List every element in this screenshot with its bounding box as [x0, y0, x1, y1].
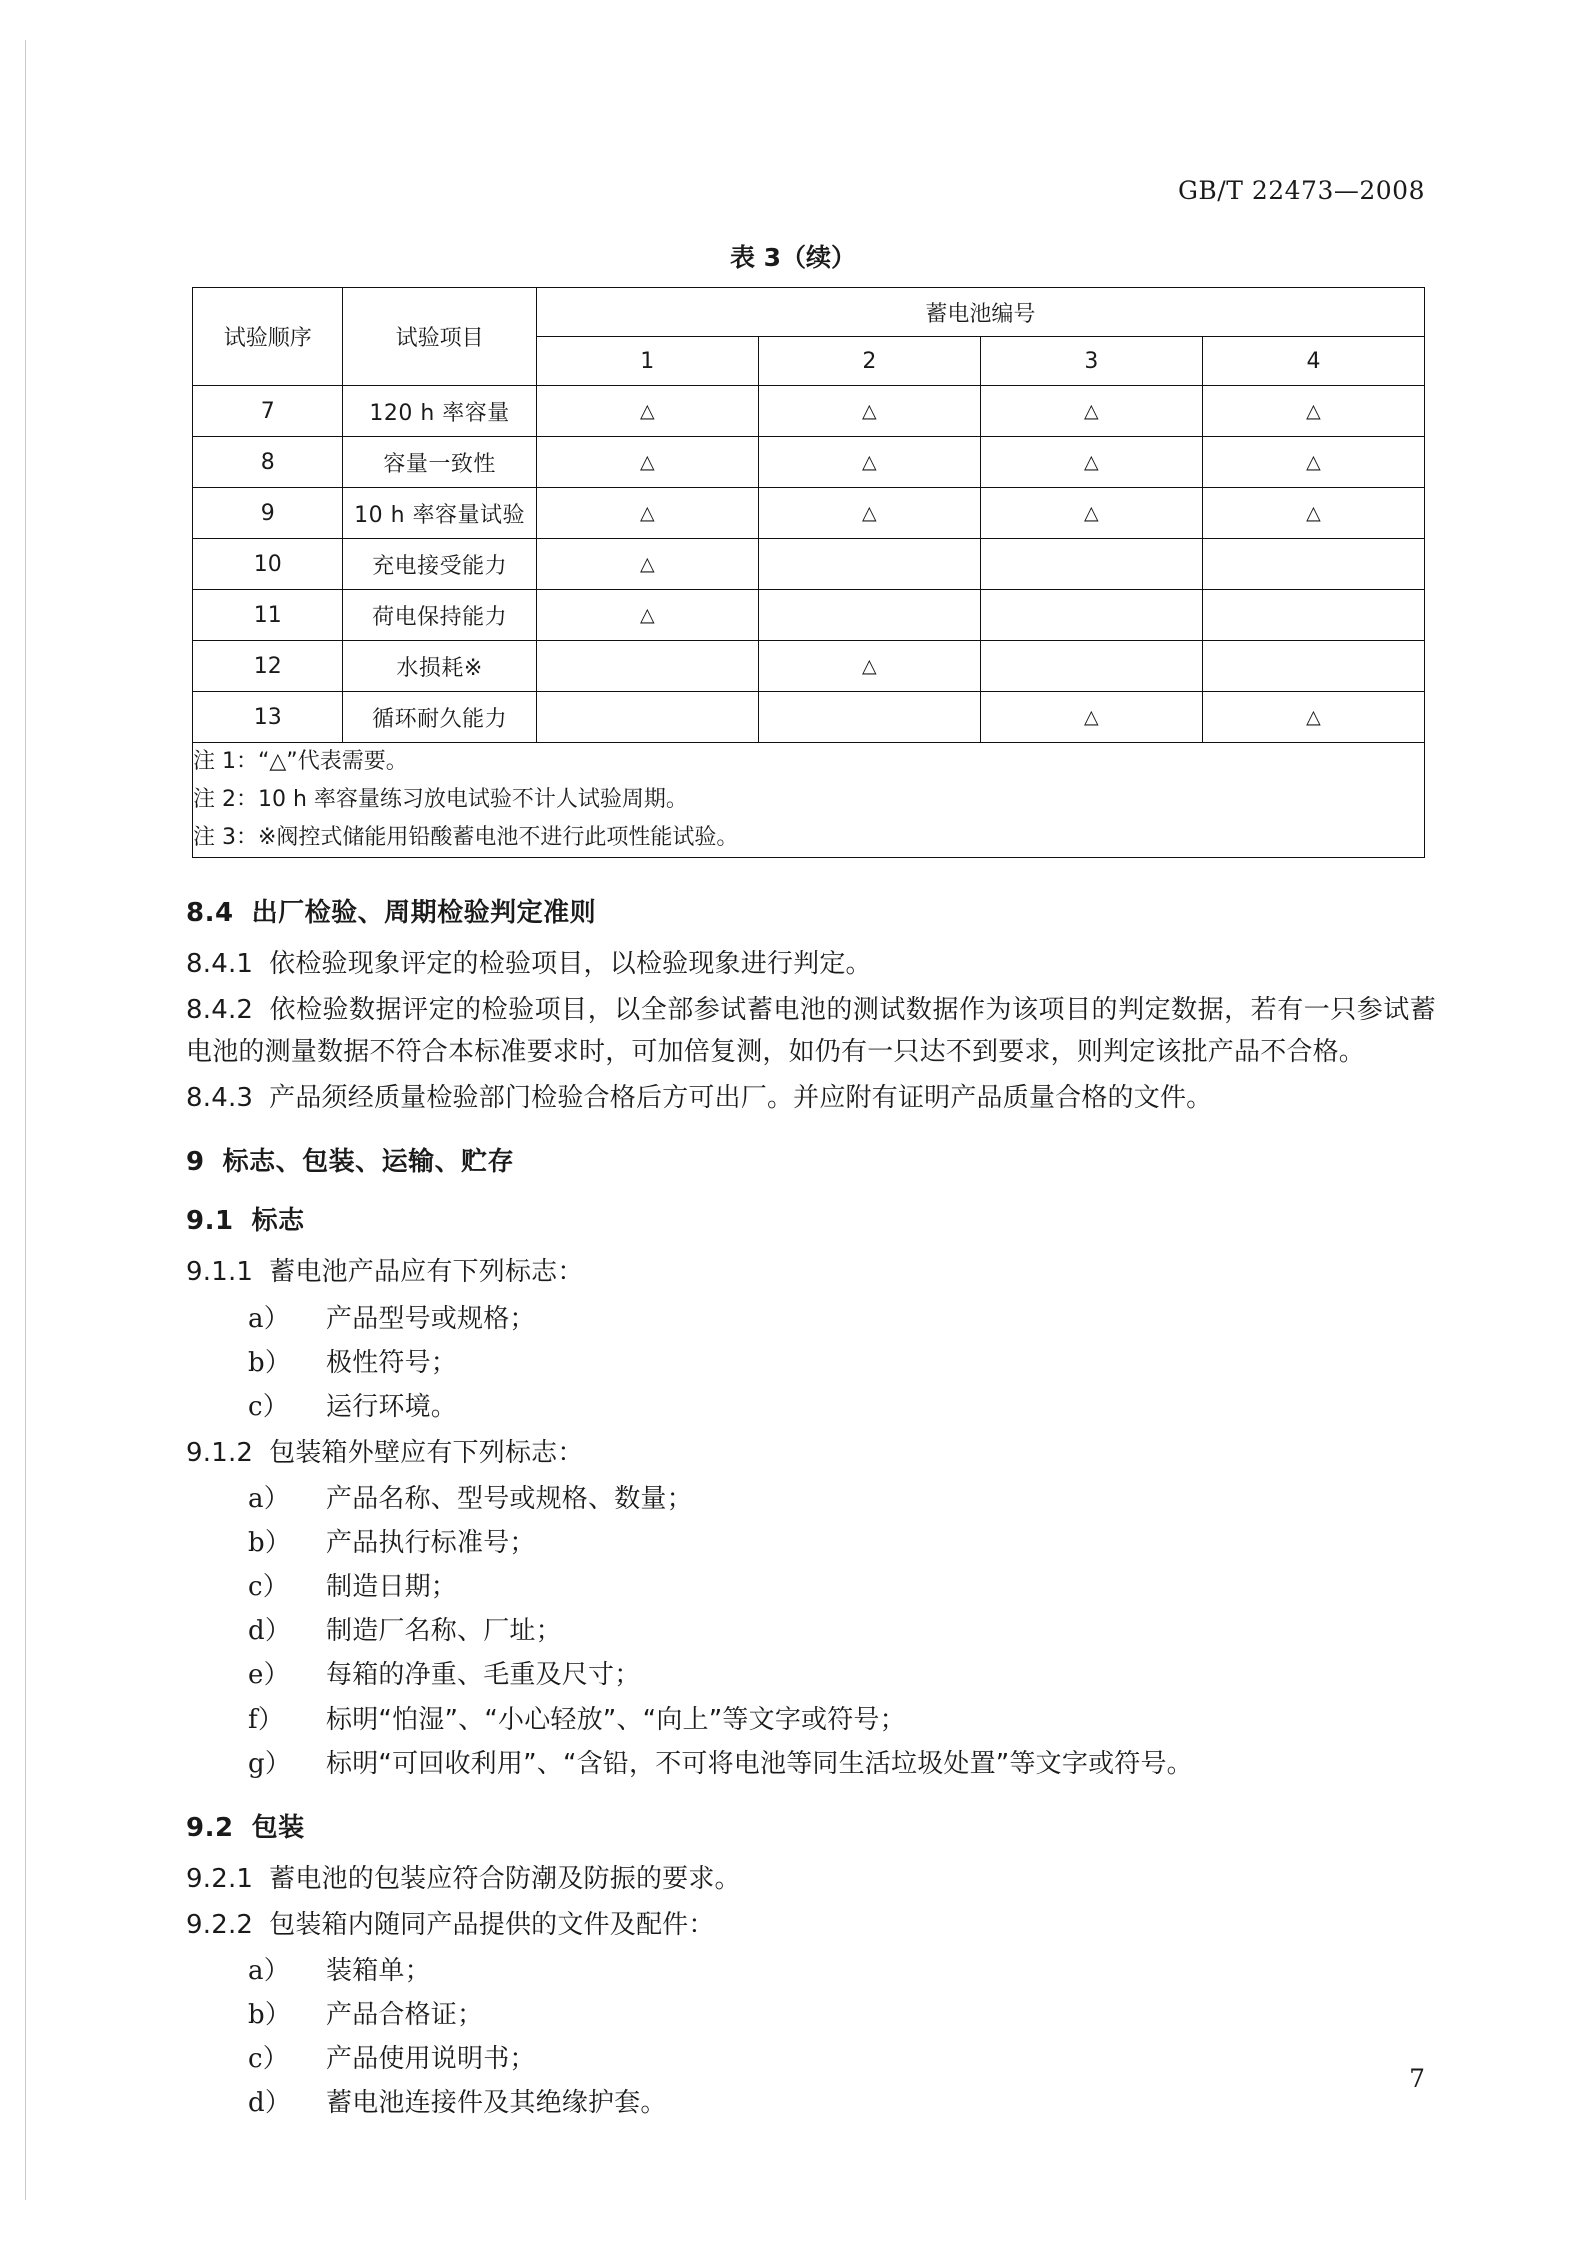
- list-item-label: e）: [248, 1660, 290, 1691]
- table-notes: [193, 743, 1425, 858]
- cell-test-item: 循环耐久能力: [343, 692, 536, 743]
- cell-mark-required: △: [758, 488, 980, 539]
- page-number: 7: [1409, 2064, 1425, 2093]
- list-item-text: 蓄电池连接件及其绝缘护套。: [326, 2088, 667, 2119]
- list-item-text: 产品名称、型号或规格、数量；: [326, 1483, 693, 1514]
- cell-mark-empty: [536, 641, 758, 692]
- clause-9-2-1-number: 9.2.1: [186, 1863, 254, 1894]
- document-body: [186, 886, 1436, 2126]
- clause-9-2-2-text: 包装箱内随同产品提供的文件及配件：: [269, 1909, 715, 1940]
- list-item-label: a）: [248, 1955, 290, 1986]
- clause-9-2-1-text: 蓄电池的包装应符合防潮及防振的要求。: [269, 1863, 741, 1894]
- list-item-label: a）: [248, 1483, 290, 1514]
- cell-mark-empty: [758, 692, 980, 743]
- list-item-label: c）: [248, 2044, 289, 2075]
- list-item-label: b）: [248, 1528, 292, 1559]
- list-item-label: d）: [248, 1616, 292, 1647]
- clause-9-1-2: [186, 1432, 1436, 1474]
- cell-test-order: 10: [193, 539, 343, 590]
- cell-mark-required: △: [758, 437, 980, 488]
- heading-8-4-number: 8.4: [186, 898, 234, 928]
- list-item-text: 标明“怕湿”、“小心轻放”、“向上”等文字或符号；: [326, 1704, 906, 1735]
- clause-8-4-2-number: 8.4.2: [186, 995, 254, 1026]
- list-item-text: 标明“可回收利用”、“含铅，不可将电池等同生活垃圾处置”等文字或符号。: [326, 1748, 1193, 1779]
- table-row: [193, 590, 1425, 641]
- column-header-battery-3: 3: [980, 337, 1202, 386]
- heading-9-1-number: 9.1: [186, 1206, 234, 1237]
- cell-mark-required: △: [980, 488, 1202, 539]
- clause-8-4-1: [186, 943, 1436, 985]
- clause-8-4-1-text: 依检验现象评定的检验项目，以检验现象进行判定。: [269, 949, 872, 979]
- cell-mark-empty: [1202, 590, 1424, 641]
- clause-9-2-1: [186, 1858, 1436, 1900]
- list-9-1-2: [186, 1478, 1436, 1785]
- heading-9: [186, 1141, 1436, 1178]
- list-item: [186, 1699, 1436, 1741]
- scan-edge-artifact: [25, 40, 26, 2200]
- list-item-text: 制造日期；: [326, 1572, 458, 1603]
- cell-test-item: 容量一致性: [343, 437, 536, 488]
- table-note-3: 注 3：※阀控式储能用铅酸蓄电池不进行此项性能试验。: [193, 825, 739, 850]
- list-item-text: 产品执行标准号；: [326, 1528, 536, 1559]
- cell-test-item: 10 h 率容量试验: [343, 488, 536, 539]
- cell-test-order: 12: [193, 641, 343, 692]
- table-row: [193, 539, 1425, 590]
- list-item-text: 每箱的净重、毛重及尺寸；: [326, 1660, 641, 1691]
- list-item: [186, 1478, 1436, 1520]
- table-body: [193, 386, 1425, 858]
- table-header-row-1: [193, 288, 1425, 337]
- heading-9-2-title: 包装: [251, 1812, 305, 1843]
- list-item-label: d）: [248, 2088, 292, 2119]
- cell-mark-empty: [980, 641, 1202, 692]
- list-item: [186, 1654, 1436, 1696]
- table-row: [193, 386, 1425, 437]
- clause-8-4-3: [186, 1077, 1436, 1119]
- heading-8-4: [186, 892, 1436, 929]
- column-header-battery-2: 2: [758, 337, 980, 386]
- list-item: [186, 1342, 1436, 1384]
- list-item: [186, 1566, 1436, 1608]
- list-item-label: b）: [248, 1347, 292, 1378]
- table-row: [193, 692, 1425, 743]
- list-item: [186, 2082, 1436, 2124]
- heading-9-2-number: 9.2: [186, 1812, 234, 1843]
- table-row: [193, 641, 1425, 692]
- list-9-2-2: [186, 1950, 1436, 2124]
- column-header-test-order: 试验顺序: [193, 288, 343, 386]
- cell-test-order: 11: [193, 590, 343, 641]
- list-item: [186, 1298, 1436, 1340]
- cell-test-item: 充电接受能力: [343, 539, 536, 590]
- cell-test-order: 13: [193, 692, 343, 743]
- list-item: [186, 1950, 1436, 1992]
- list-item-text: 极性符号；: [326, 1347, 458, 1378]
- list-item-text: 产品使用说明书；: [326, 2044, 536, 2075]
- list-item-text: 产品型号或规格；: [326, 1303, 536, 1334]
- standard-number-header: GB/T 22473—2008: [1177, 176, 1425, 205]
- heading-9-2: [186, 1807, 1436, 1844]
- cell-mark-required: △: [1202, 437, 1424, 488]
- cell-mark-empty: [758, 539, 980, 590]
- table-row: [193, 488, 1425, 539]
- clause-8-4-1-number: 8.4.1: [186, 949, 254, 979]
- table-note-2: 注 2：10 h 率容量练习放电试验不计人试验周期。: [193, 787, 688, 812]
- clause-8-4-3-number: 8.4.3: [186, 1083, 254, 1114]
- heading-9-1: [186, 1200, 1436, 1237]
- cell-test-item: 荷电保持能力: [343, 590, 536, 641]
- test-sequence-table: [192, 287, 1425, 858]
- column-header-battery-4: 4: [1202, 337, 1424, 386]
- list-item-label: a）: [248, 1303, 290, 1334]
- clause-8-4-3-text: 产品须经质量检验部门检验合格后方可出厂。并应附有证明产品质量合格的文件。: [269, 1083, 1213, 1114]
- cell-mark-required: △: [1202, 488, 1424, 539]
- clause-9-1-1-text: 蓄电池产品应有下列标志：: [269, 1257, 584, 1288]
- table-head: [193, 288, 1425, 386]
- cell-mark-required: △: [1202, 692, 1424, 743]
- cell-mark-empty: [758, 590, 980, 641]
- heading-8-4-title: 出厂检验、周期检验判定准则: [251, 898, 597, 928]
- cell-mark-empty: [1202, 539, 1424, 590]
- list-9-1-1: [186, 1298, 1436, 1428]
- table-caption: 表 3（续）: [729, 243, 857, 272]
- column-header-battery-group: 蓄电池编号: [536, 288, 1424, 337]
- cell-test-item: 120 h 率容量: [343, 386, 536, 437]
- clause-9-1-1: [186, 1251, 1436, 1293]
- list-item: [186, 1386, 1436, 1428]
- cell-mark-required: △: [980, 692, 1202, 743]
- list-item: [186, 1994, 1436, 2036]
- table-row: [193, 437, 1425, 488]
- cell-test-item: 水损耗※: [343, 641, 536, 692]
- cell-mark-empty: [1202, 641, 1424, 692]
- heading-9-1-title: 标志: [251, 1206, 305, 1237]
- list-item: [186, 1522, 1436, 1564]
- list-item-label: c）: [248, 1391, 289, 1422]
- cell-test-order: 9: [193, 488, 343, 539]
- list-item-text: 运行环境。: [326, 1391, 458, 1422]
- cell-mark-required: △: [536, 386, 758, 437]
- list-item: [186, 1743, 1436, 1785]
- cell-mark-required: △: [980, 386, 1202, 437]
- clause-9-2-2: [186, 1904, 1436, 1946]
- list-item: [186, 2038, 1436, 2080]
- list-item-text: 装箱单；: [326, 1955, 431, 1986]
- clause-9-1-2-number: 9.1.2: [186, 1437, 254, 1468]
- clause-9-2-2-number: 9.2.2: [186, 1909, 254, 1940]
- cell-mark-empty: [536, 692, 758, 743]
- list-item-label: c）: [248, 1572, 289, 1603]
- list-item-text: 制造厂名称、厂址；: [326, 1616, 562, 1647]
- cell-mark-required: △: [536, 590, 758, 641]
- list-item: [186, 1610, 1436, 1652]
- list-item-label: b）: [248, 2000, 292, 2031]
- cell-mark-empty: [980, 539, 1202, 590]
- list-item-text: 产品合格证；: [326, 2000, 484, 2031]
- heading-9-title: 标志、包装、运输、贮存: [222, 1147, 515, 1178]
- cell-mark-required: △: [1202, 386, 1424, 437]
- cell-mark-required: △: [758, 386, 980, 437]
- table-note-1: 注 1：“△”代表需要。: [193, 749, 408, 774]
- cell-test-order: 8: [193, 437, 343, 488]
- heading-9-number: 9: [186, 1147, 205, 1178]
- clause-9-1-2-text: 包装箱外壁应有下列标志：: [269, 1437, 584, 1468]
- clause-8-4-2-text: 依检验数据评定的检验项目，以全部参试蓄电池的测试数据作为该项目的判定数据，若有一只参试蓄电池的测量数据不符合本标准要求时，可加倍复测，如仍有一只达不到要求，则判定该批产品不合格。: [186, 995, 1436, 1068]
- cell-mark-required: △: [758, 641, 980, 692]
- table-notes-row: [193, 743, 1425, 858]
- list-item-label: f）: [248, 1704, 285, 1735]
- cell-test-order: 7: [193, 386, 343, 437]
- clause-9-1-1-number: 9.1.1: [186, 1257, 254, 1288]
- list-item-label: g）: [248, 1748, 292, 1779]
- cell-mark-required: △: [536, 488, 758, 539]
- column-header-battery-1: 1: [536, 337, 758, 386]
- cell-mark-required: △: [980, 437, 1202, 488]
- cell-mark-empty: [980, 590, 1202, 641]
- cell-mark-required: △: [536, 539, 758, 590]
- cell-mark-required: △: [536, 437, 758, 488]
- column-header-test-item: 试验项目: [343, 288, 536, 386]
- clause-8-4-2: [186, 989, 1436, 1073]
